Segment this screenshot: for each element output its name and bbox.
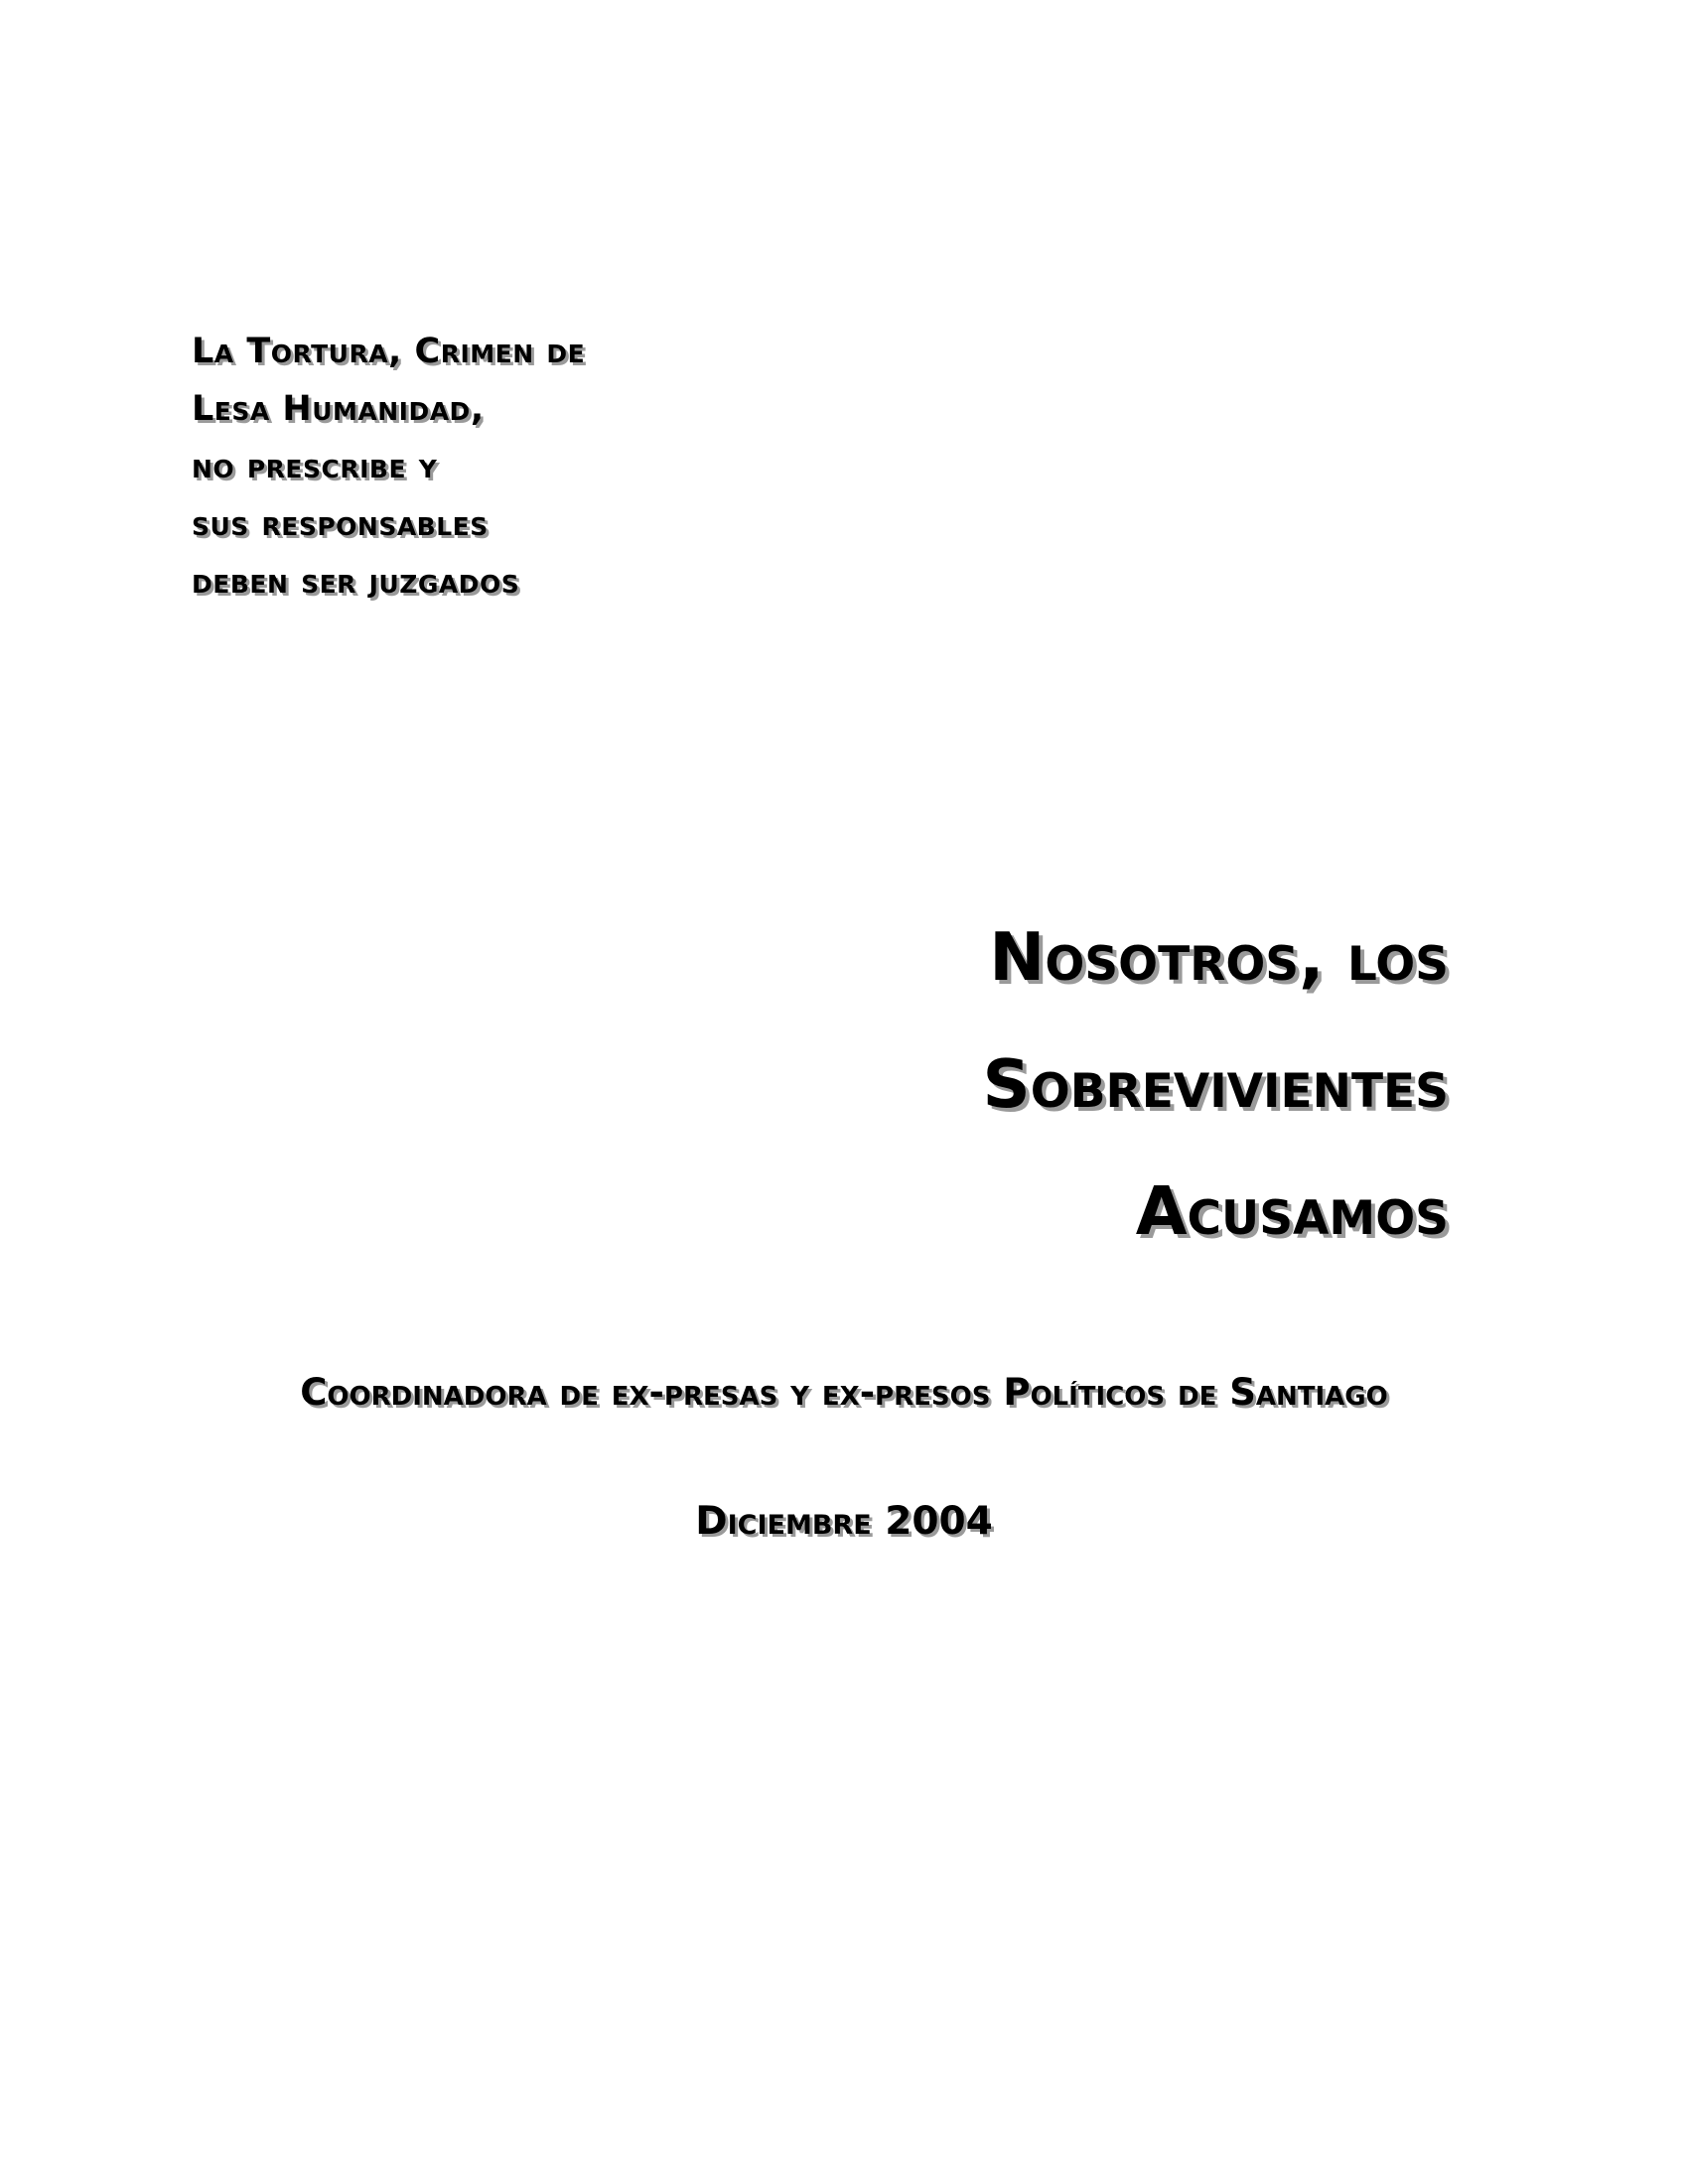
document-title: [555, 893, 1449, 1275]
epigraph-line: deben ser juzgados: [192, 562, 520, 602]
title-line: Sobrevivientes: [982, 1045, 1449, 1123]
epigraph-block: [192, 323, 887, 611]
publication-date: Diciembre 2004: [695, 1499, 993, 1544]
organization-name: Coordinadora de ex-presas y ex-presos Políticos de Santiago: [300, 1371, 1388, 1414]
title-line: Nosotros, los: [989, 918, 1449, 996]
epigraph-line: La Tortura, Crimen de: [192, 332, 586, 371]
epigraph-line: sus responsables: [192, 504, 489, 544]
epigraph-line: Lesa Humanidad,: [192, 389, 485, 429]
epigraph-line: no prescribe y: [192, 447, 438, 486]
title-line: Acusamos: [1135, 1172, 1449, 1250]
